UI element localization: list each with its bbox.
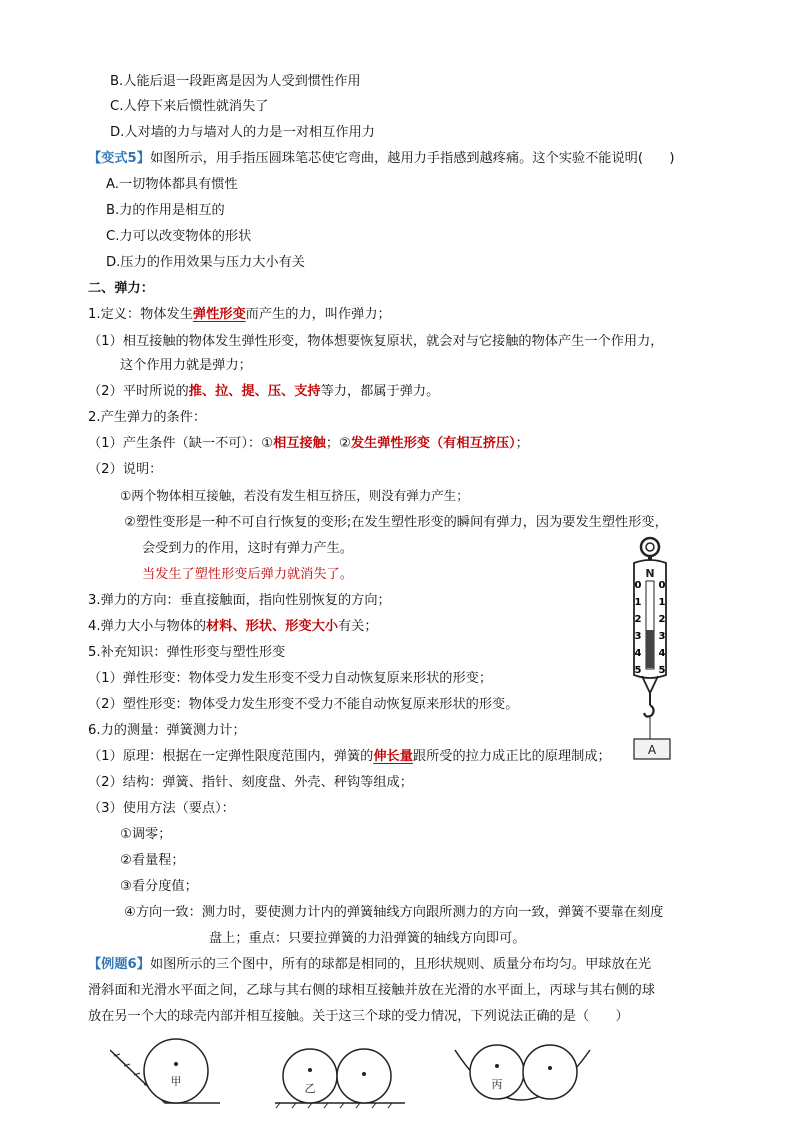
principle-line [88,747,611,767]
point-2-line [88,382,439,402]
scale-right-1: 1 [658,597,666,608]
definition-prefix: 1.定义：物体发生 [88,307,193,322]
point-2-keyword: 推、拉、提、压、支持 [188,384,321,399]
condition-1-suffix: ； [515,436,529,451]
usage-4a: ④方向一致：测力时，要使测力计内的弹簧轴线方向跟所测力的方向一致，弹簧不要靠在刻度 [124,905,664,920]
variant-5-text: 如图所示，用手指压圆珠笔芯使它弯曲，越用力手指感到越疼痛。这个实验不能说明( ) [149,151,675,166]
usage-2: ②看量程； [120,853,185,868]
scale-left-3: 3 [634,631,642,642]
condition-1-mid: ；② [325,436,351,451]
ball-bing-right [523,1045,577,1099]
explanation-2a: ②塑性变形是一种不可自行恢复的变形;在发生塑性形变的瞬间有弹力，因为要发生塑性形变， [124,515,668,530]
ball-yi-right-center [362,1072,366,1076]
scale-right-3: 3 [658,631,666,642]
condition-1-keyword-b: 发生弹性形变（有相互挤压） [350,436,516,451]
scale-unit-label: N [645,567,655,580]
principle-prefix: （1）原理：根据在一定弹性限度范围内，弹簧的 [88,749,374,764]
size-prefix: 4.弹力大小与物体的 [88,619,207,634]
principle-suffix: 跟所受的拉力成正比的原理制成； [412,749,611,764]
example-6-text-a: 如图所示的三个图中，所有的球都是相同的，且形状规则、质量分布均匀。甲球放在光 [149,957,652,972]
ball-bing-center [495,1064,499,1068]
ball-bing-label: 丙 [491,1078,503,1091]
usage-3: ③看分度值； [120,879,198,894]
variant-5-option-b: B.力的作用是相互的 [106,203,225,218]
size-line [88,617,378,637]
ball-jia-center [174,1062,178,1066]
scale-spring-fill [646,630,654,668]
variant-5-question [88,149,675,169]
diagram-jia [110,1039,220,1103]
option-b: B.人能后退一段距离是因为人受到惯性作用 [110,74,361,89]
scale-right-2: 2 [658,614,666,625]
variant-5-option-c: C.力可以改变物体的形状 [106,229,252,244]
explanation-1: ①两个物体相互接触，若没有发生相互挤压，则没有弹力产生； [120,488,469,503]
definition-suffix: 而产生的力，叫作弹力； [245,307,391,322]
ball-jia [144,1039,208,1103]
plastic-deformation-line: （2）塑性形变：物体受力发生形变不受力不能自动恢复原来形状的形变。 [88,697,519,712]
ball-diagrams [110,1030,670,1118]
weight-block-label: A [647,743,657,757]
scale-left-4: 4 [634,648,642,659]
variant-5-tag: 【变式5】 [88,151,150,166]
elastic-deformation-line: （1）弹性形变：物体受力发生形变不受力自动恢复原来形状的形变； [88,671,493,686]
principle-keyword: 伸长量 [373,749,413,764]
explanation-2b: 会受到力的作用，这时有弹力产生。 [142,541,353,556]
point-2-prefix: （2）平时所说的 [88,384,189,399]
spring-scale-figure [612,535,682,765]
ball-bing-right-center [548,1066,552,1070]
example-6-tag: 【例题6】 [88,957,150,972]
usage-1: ①调零； [120,827,172,842]
scale-right-4: 4 [658,648,666,659]
explanation-2c: 当发生了塑性形变后弹力就消失了。 [142,567,353,582]
condition-1-prefix: （1）产生条件（缺一不可）：① [88,436,274,451]
scale-left-0: 0 [634,580,642,591]
variant-5-option-d: D.压力的作用效果与压力大小有关 [106,255,305,270]
option-d: D.人对墙的力与墙对人的力是一对相互作用力 [110,125,375,140]
point-1-line-b: 这个作用力就是弹力； [120,358,252,373]
example-6-line-b: 滑斜面和光滑水平面之间，乙球与其右侧的球相互接触并放在光滑的水平面上，丙球与其右侧的球 [88,983,656,998]
scale-left-1: 1 [634,597,642,608]
diagram-yi [275,1049,405,1108]
scale-left-5: 5 [634,665,642,676]
section-heading-elastic-force: 二、弹力： [88,281,154,296]
example-6-line-a [88,955,651,975]
example-6-line-c: 放在另一个大的球壳内部并相互接触。关于这三个球的受力情况，下列说法正确的是（ ） [88,1009,629,1024]
conditions-title: 2.产生弹力的条件： [88,410,207,425]
usage-4b: 盘上；重点：只要拉弹簧的力沿弹簧的轴线方向即可。 [209,931,526,946]
ball-yi-center [308,1068,312,1072]
condition-2-title: （2）说明： [88,462,163,477]
point-1-line-a: （1）相互接触的物体发生弹性形变，物体想要恢复原状，就会对与它接触的物体产生一个作用力， [88,334,664,349]
scale-right-0: 0 [658,580,666,591]
point-2-suffix: 等力，都属于弹力。 [320,384,440,399]
supplement-title: 5.补充知识：弹性形变与塑性形变 [88,645,286,660]
scale-top-ring [641,538,659,556]
ball-jia-label: 甲 [170,1075,182,1088]
ball-yi-label: 乙 [304,1082,316,1095]
variant-5-option-a: A.一切物体都具有惯性 [106,177,238,192]
size-suffix: 有关； [337,619,378,634]
option-c: C.人停下来后惯性就消失了 [110,99,269,114]
definition-line [88,305,391,325]
structure-line: （2）结构：弹簧、指针、刻度盘、外壳、秤钩等组成； [88,775,413,790]
definition-keyword: 弹性形变 [192,307,246,322]
condition-1-line [88,434,529,454]
scale-top-ring-inner [646,543,654,551]
usage-title: （3）使用方法（要点）： [88,801,235,816]
scale-hook [644,705,654,717]
scale-left-2: 2 [634,614,642,625]
condition-1-keyword-a: 相互接触 [273,436,326,451]
diagram-bing [455,1045,590,1100]
scale-right-5: 5 [658,665,666,676]
measurement-title: 6.力的测量：弹簧测力计； [88,723,246,738]
size-keyword: 材料、形状、形变大小 [206,619,338,634]
direction-line: 3.弹力的方向：垂直接触面，指向性别恢复的方向； [88,593,391,608]
